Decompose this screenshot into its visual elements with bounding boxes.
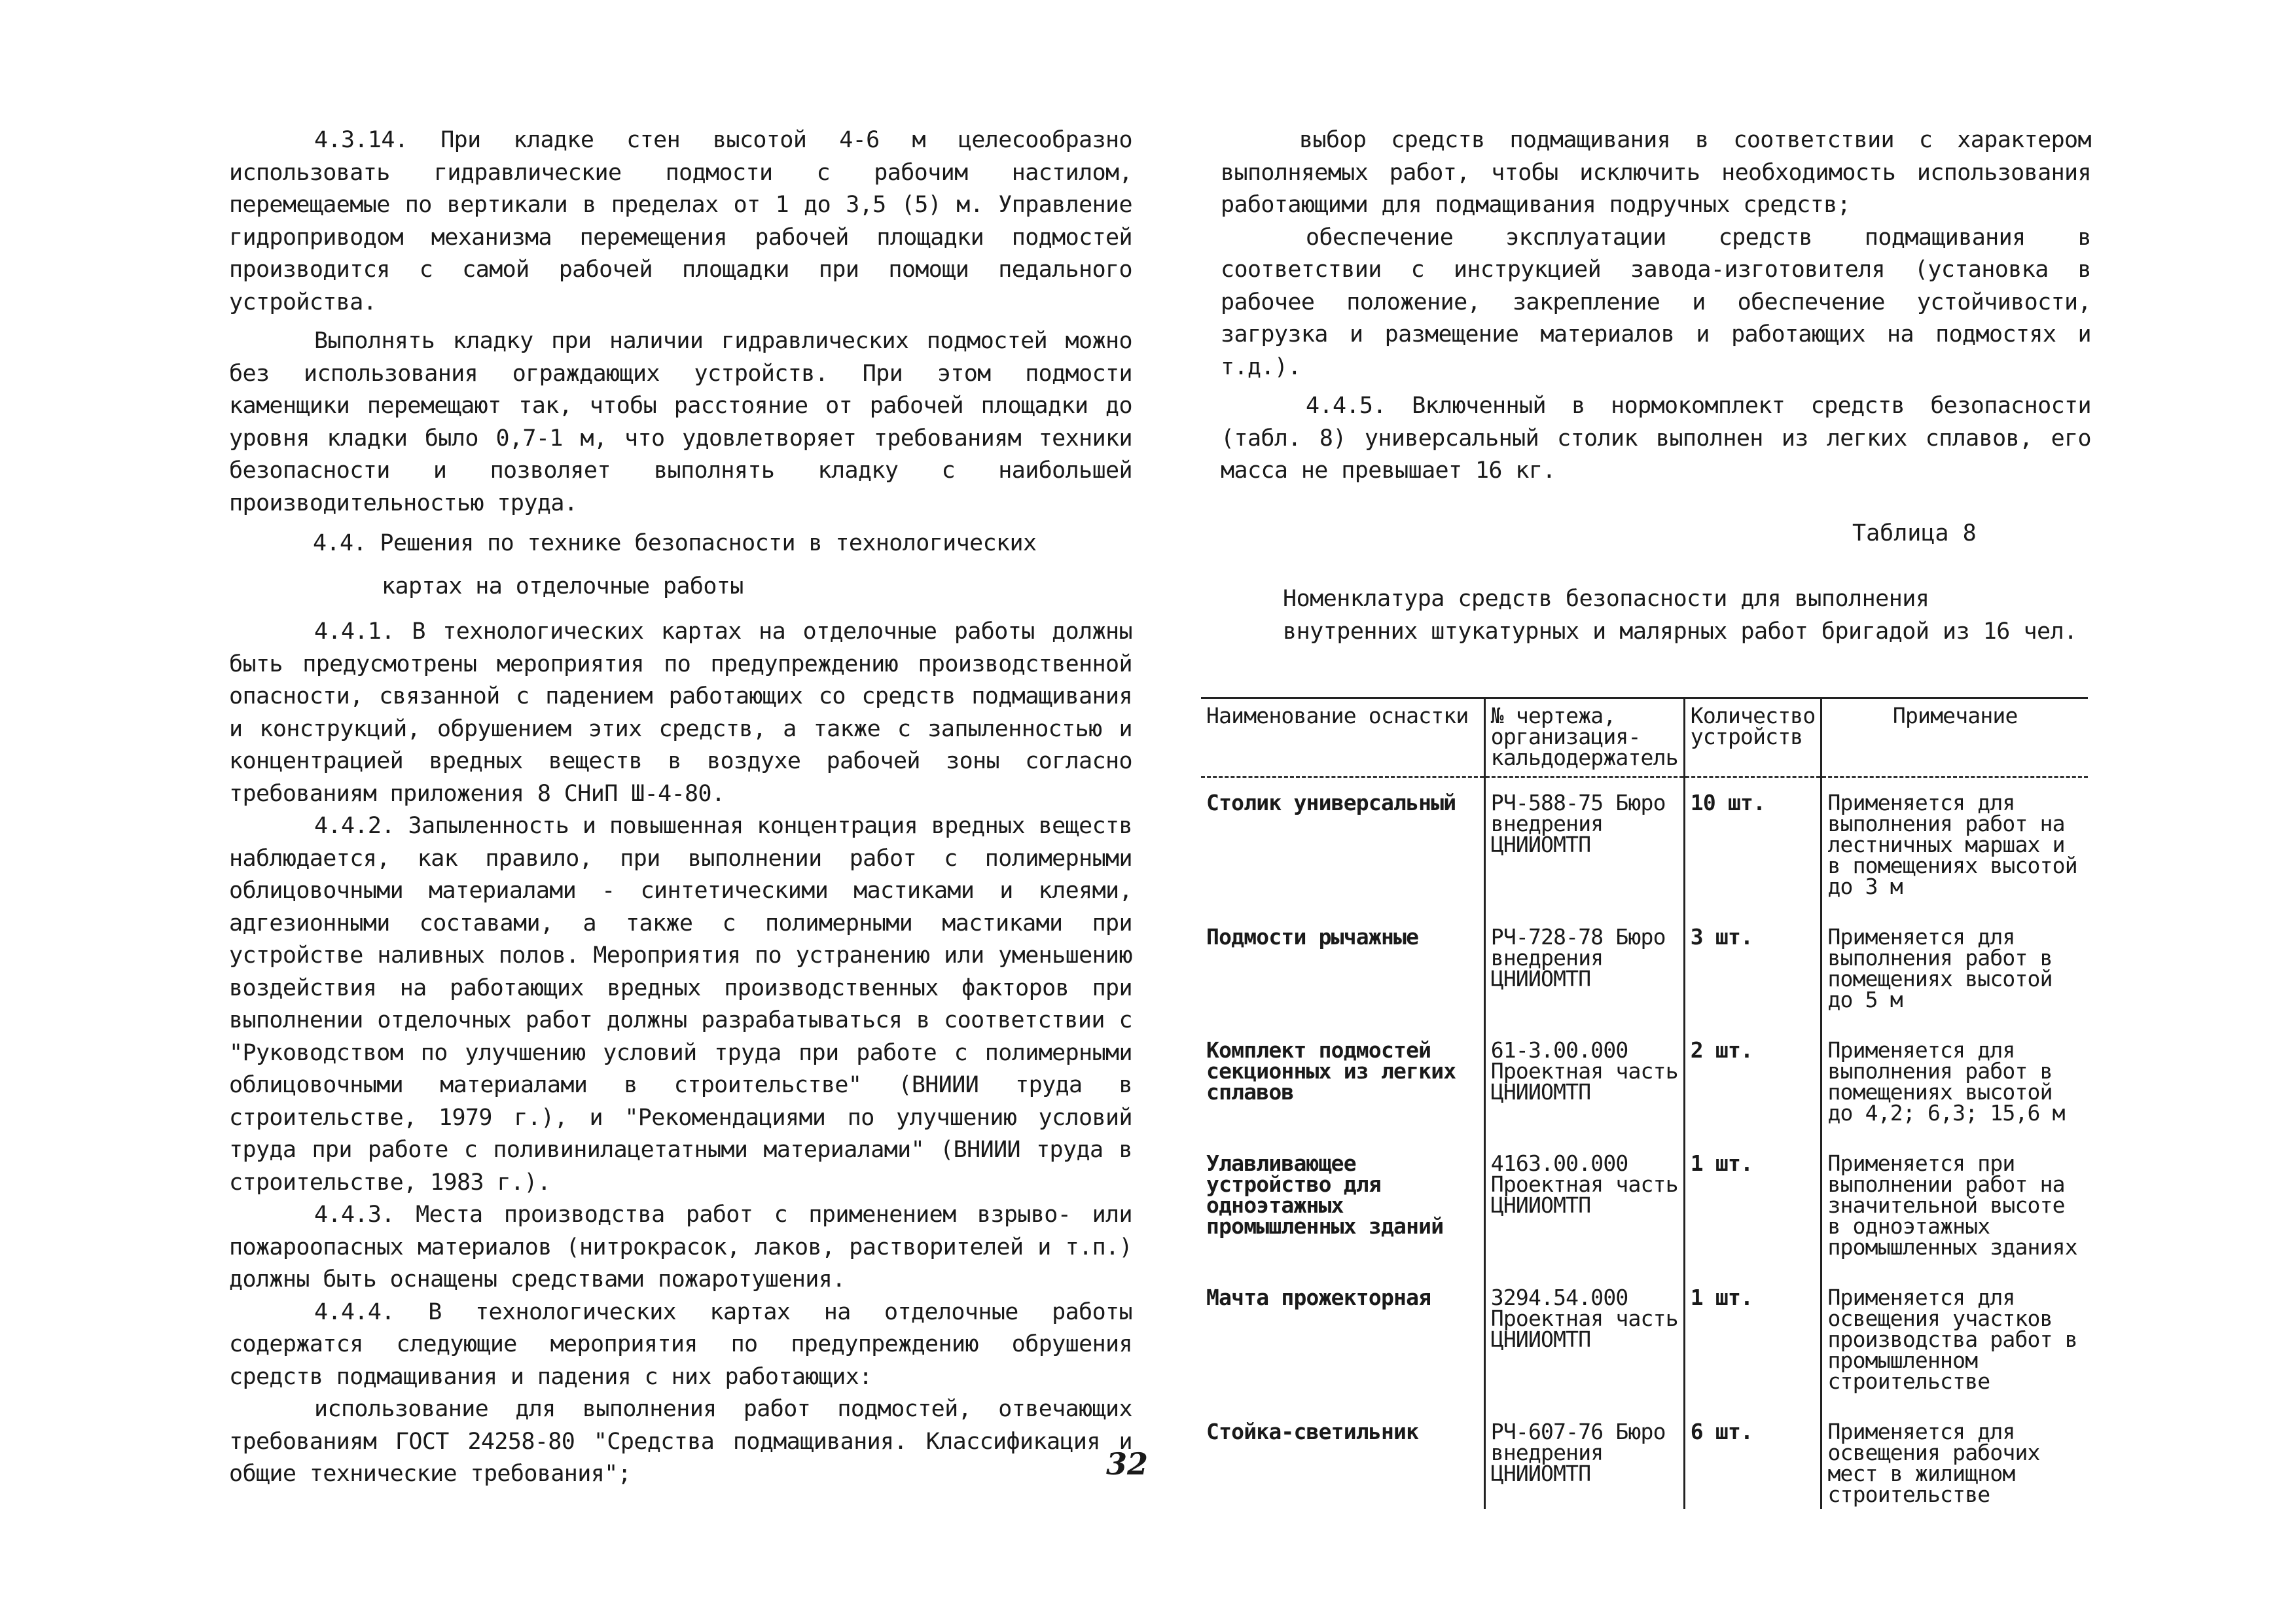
cell-note: Применяется при выполнении работ на значительной высоте в одноэтажных промышленных зданиях: [1821, 1153, 2088, 1287]
cell-note: Применяется для освещения участков производства работ в промышленном строительстве: [1821, 1287, 2088, 1421]
table-title: [1283, 582, 2077, 648]
table-row: [1201, 1421, 2088, 1509]
cell-drawing: 3294.54.000 Проектная часть ЦНИИОМТП: [1484, 1287, 1684, 1421]
paragraph-4-4-3: 4.4.3. Места производства работ с применением взрыво- или пожароопасных материалов (нитрокрасок, лаков, растворителей и т.п.) должны быть оснащены средствами пожаротушения.: [229, 1202, 1132, 1293]
column-header-note: Примечание: [1821, 698, 2088, 777]
cell-quantity: 1 шт.: [1684, 1153, 1821, 1287]
section-heading-line-2: картах на отделочные работы: [382, 573, 744, 599]
cell-drawing: 61-3.00.000 Проектная часть ЦНИИОМТП: [1484, 1040, 1684, 1153]
cell-name: Столик универсальный: [1206, 790, 1456, 815]
paragraph-4-4-2: 4.4.2. Запыленность и повышенная концентрация вредных веществ наблюдается, как правило, при выполнении работ с полимерными облицовочными материалами - синтетическими мастиками и клеями, адгезионными составами, а также с полимерными мастиками при устройстве наливных полов. Мероприятия по устранению или уменьшению воздействия на работающих вредных производственных факторов при выполнении отделочных работ должны разрабатываться в соответствии с "Руководством по улучшению условий труда при работе с полимерными облицовочными материалами в строительстве" (ВНИИИ труда в строительстве, 1979 г.), и "Рекомендациями по улучшению условий труда при работе с поливинилацетатными материалами" (ВНИИИ труда в строительстве, 1983 г.).: [229, 813, 1132, 1196]
page-number: 32: [1106, 1446, 1149, 1482]
paragraph-list-item-2: обеспечение эксплуатации средств подмащивания в соответствии с инструкцией завода-изготовителя (установка в рабочее положение, закрепление и обеспечение устойчивости, загрузка и размещение материалов и работающих на подмостях и т.д.).: [1221, 224, 2091, 380]
section-heading-4-4: [229, 527, 1132, 603]
cell-quantity: 3 шт.: [1684, 927, 1821, 1040]
column-header-name: Наименование оснастки: [1201, 698, 1484, 777]
cell-note: Применяется для выполнения работ в помещениях высотой до 4,2; 6,3; 15,6 м: [1821, 1040, 2088, 1153]
paragraph-4-3-14-cont: Выполнять кладку при наличии гидравлических подмостей можно без использования ограждающих устройств. При этом подмости каменщики перемещают так, чтобы расстояние от рабочей площадки до уровня кладки было 0,7-1 м, что удовлетворяет требованиям техники безопасности и позволяет выполнять кладку с наибольшей производительностью труда.: [229, 328, 1132, 516]
paragraph-4-4-4-item: использование для выполнения работ подмостей, отвечающих требованиям ГОСТ 24258-80 "Средства подмащивания. Классификация и общие технические требования";: [229, 1396, 1132, 1487]
column-header-quantity: Количество устройств: [1684, 698, 1821, 777]
cell-name: Мачта прожекторная: [1206, 1285, 1431, 1310]
column-header-drawing: № чертежа, организация-кальдодержатель: [1484, 698, 1684, 777]
cell-quantity: 2 шт.: [1684, 1040, 1821, 1153]
cell-note: Применяется для освещения рабочих мест в жилищном строительстве: [1821, 1421, 2088, 1509]
table-title-line-2: внутренних штукатурных и малярных работ бригадой из 16 чел.: [1283, 618, 2077, 645]
table-header-row: [1201, 698, 2088, 777]
paragraph-4-4-1: 4.4.1. В технологических картах на отделочные работы должны быть предусмотрены мероприятия по предупреждению производственной опасности, связанной с падением работающих со средств подмащивания и конструкций, обрушением этих средств, а также с запыленностью и концентрацией вредных веществ в воздухе рабочей зоны согласно требованиям приложения 8 СНиП Ш-4-80.: [229, 618, 1132, 807]
cell-drawing: РЧ-588-75 Бюро внедрения ЦНИИОМТП: [1484, 777, 1684, 927]
section-heading-line-1: 4.4. Решения по технике безопасности в технологических: [313, 530, 1037, 556]
table-row: [1201, 777, 2088, 927]
paragraph-4-4-4: 4.4.4. В технологических картах на отделочные работы содержатся следующие мероприятия по предупреждению обрушения средств подмащивания и падения с них работающих:: [229, 1298, 1132, 1390]
table-caption: Таблица 8: [1852, 520, 1977, 546]
cell-quantity: 1 шт.: [1684, 1287, 1821, 1421]
cell-drawing: 4163.00.000 Проектная часть ЦНИИОМТП: [1484, 1153, 1684, 1287]
cell-note: Применяется для выполнения работ на лестничных маршах и в помещениях высотой до 3 м: [1821, 777, 2088, 927]
cell-note: Применяется для выполнения работ в помещениях высотой до 5 м: [1821, 927, 2088, 1040]
paragraph-4-3-14: 4.3.14. При кладке стен высотой 4-6 м целесообразно использовать гидравлические подмости с рабочим настилом, перемещаемые по вертикали в пределах от 1 до 3,5 (5) м. Управление гидроприводом механизма перемещения рабочей площадки подмостей производится с самой рабочей площадки при помощи педального устройства.: [229, 127, 1132, 315]
table-title-line-1: Номенклатура средств безопасности для выполнения: [1283, 586, 1929, 612]
table-row: [1201, 1040, 2088, 1153]
right-column: [1221, 124, 2091, 488]
safety-equipment-table: [1201, 697, 2088, 1509]
cell-drawing: РЧ-607-76 Бюро внедрения ЦНИИОМТП: [1484, 1421, 1684, 1509]
cell-name: Подмости рычажные: [1206, 924, 1419, 950]
cell-drawing: РЧ-728-78 Бюро внедрения ЦНИИОМТП: [1484, 927, 1684, 1040]
cell-name: Улавливающее устройство для одноэтажных промышленных зданий: [1206, 1150, 1444, 1239]
cell-quantity: 10 шт.: [1684, 777, 1821, 927]
table-row: [1201, 1287, 2088, 1421]
cell-name: Стойка-светильник: [1206, 1419, 1419, 1444]
cell-quantity: 6 шт.: [1684, 1421, 1821, 1509]
paragraph-list-item-1: выбор средств подмащивания в соответствии с характером выполняемых работ, чтобы исключить необходимость использования работающими для подмащивания подручных средств;: [1221, 127, 2091, 218]
left-column: [229, 124, 1132, 1491]
paragraph-4-4-5: 4.4.5. Включенный в нормокомплект средств безопасности (табл. 8) универсальный столик выполнен из легких сплавов, его масса не превышает 16 кг.: [1221, 393, 2091, 484]
table-row: [1201, 927, 2088, 1040]
cell-name: Комплект подмостей секционных из легких сплавов: [1206, 1037, 1456, 1105]
table-row: [1201, 1153, 2088, 1287]
